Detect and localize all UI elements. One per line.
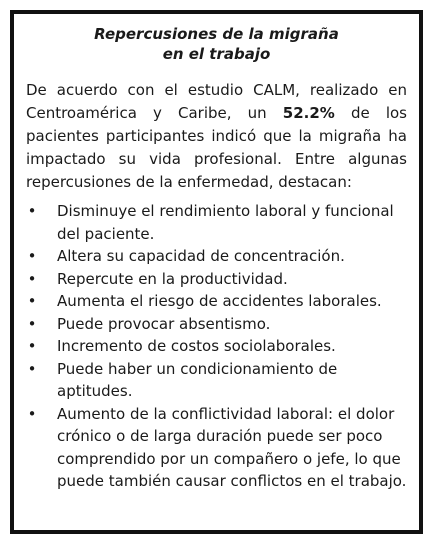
list-item-text: Repercute en la productividad. — [57, 269, 288, 288]
list-item-text: Aumento de la conflictividad laboral: el dolor crónico o de larga duración puede ser poco comprendido por un compañero o jefe, lo que puede también causar conflictos en el trabajo. — [57, 404, 407, 490]
highlight-percentage: 52.2% — [282, 104, 335, 122]
list-item-text: Disminuye el rendimiento laboral y funcional del paciente. — [57, 202, 394, 243]
bullet-icon: • — [27, 337, 37, 355]
list-item-text: Altera su capacidad de concentración. — [57, 247, 345, 265]
bullet-icon: • — [27, 359, 37, 378]
intro-paragraph — [26, 79, 407, 194]
list-item — [26, 313, 407, 336]
list-item — [26, 290, 407, 313]
bullet-icon: • — [27, 247, 37, 265]
intro-text-end: de los pacientes participantes indicó que la migraña ha impactado su vida profesional. Entre algunas repercusiones de la enfermedad, destacan: — [26, 104, 407, 191]
box-title — [26, 24, 407, 64]
list-item-text: Aumenta el riesgo de accidentes laborales. — [57, 292, 382, 310]
list-item — [26, 403, 407, 493]
bullet-icon: • — [27, 269, 37, 288]
bullet-icon: • — [27, 404, 37, 423]
list-item-text: Puede provocar absentismo. — [57, 314, 271, 333]
list-item-text: Puede haber un condicionamiento de aptitudes. — [57, 359, 338, 400]
list-item-text: Incremento de costos sociolaborales. — [57, 337, 336, 355]
list-item — [26, 245, 407, 268]
bullet-icon: • — [27, 292, 37, 310]
list-item — [26, 268, 407, 291]
title-line-1: Repercusiones de la migraña — [94, 25, 339, 43]
info-box — [10, 10, 423, 534]
list-item — [26, 200, 407, 245]
list-item — [26, 358, 407, 403]
bullet-icon: • — [27, 202, 37, 220]
repercussions-list — [26, 200, 407, 493]
title-line-2: en el trabajo — [162, 45, 271, 63]
list-item — [26, 335, 407, 358]
intro-text-start: De acuerdo con el estudio CALM, realizado en Centroamérica y Caribe, un — [26, 81, 407, 122]
bullet-icon: • — [27, 314, 37, 333]
